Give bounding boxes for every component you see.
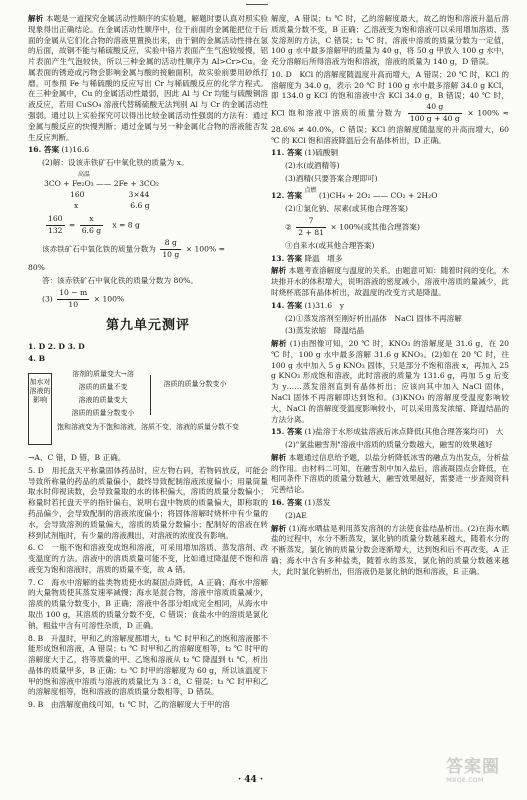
reaction-condition: 点燃 — [304, 186, 317, 194]
diagram-item: 溶剂的质量变大→溶 — [72, 370, 134, 379]
answer-text: × 100% ≈ 28.6% ≠ 40.0%，C 错误；KCl 的溶解度随温度的升高而增大，60 ℃ 的 KCl 饱和溶液降温后会有晶体析出，D 正确。 — [271, 108, 510, 145]
page-number: · 44 · — [238, 775, 264, 785]
numerator: x — [80, 214, 103, 226]
q8-explanation: 8. B 升温时，甲和乙的溶解度都增大，t₁ ℃ 时甲和乙的饱和溶液都不能形成饱和溶液，A 错误；t₁ ℃ 时甲和乙的溶解度相等，t₂ ℃ 时甲的溶解度大于乙，将等质量的甲、乙饱和溶液从 t₂ ℃ 降温到 t₁ ℃，析出晶体的质量甲多，B 正确；t₂ ℃ 时甲的溶解度为 60 g，所以该温度下甲的饱和溶液中溶质与溶液的质量比为 3∶8，C 错误；t₁ ℃ 时甲和乙的溶解度相等，饱和溶液的溶质质量分数相等，D 错误。 — [28, 633, 268, 697]
answer-part: (2)①氯化钠、尿素(或其他合理答案) — [285, 203, 408, 213]
diagram-bracket — [51, 381, 52, 437]
top-rule — [246, 4, 268, 5]
unit-title: 第九单元测评 — [105, 318, 190, 334]
numerator: 8 g — [160, 238, 181, 250]
diagram-item: 溶质的质量分数变小 — [71, 409, 135, 418]
denominator: 10 g — [162, 250, 180, 260]
answer-part: (2)①蒸发溶剂至刚好析出晶体 NaCl 固体不再溶解 — [285, 313, 462, 323]
denominator: 10 — [68, 300, 79, 310]
answer-text: 答：该赤铁矿石中氧化铁的质量分数为 80%。 — [42, 275, 198, 285]
ratio-equation: $\frac{160}{132}$ = $\frac{x}{6.6 g}$ x = 8 g — [48, 213, 140, 235]
answer-text: × 100%(或其他合理答案) — [330, 222, 420, 232]
right-column — [271, 14, 509, 580]
q15-explanation — [271, 453, 509, 496]
known-mass: 6.6 g — [130, 201, 150, 211]
mass-fraction-line — [28, 238, 268, 261]
concept-diagram — [28, 367, 268, 449]
explanation-text: 本题考查溶解度与温度的关系。由题意可知：随着时间的变化，木块排开水的体积增大，说明溶液的密度减小，溶液中溶质的量减少，此时烧杯底部有晶体析出，故温度的改变方式是降温。 — [271, 266, 509, 297]
explanation-label: 解析 — [271, 266, 287, 276]
answer-text: 80% — [28, 262, 45, 272]
left-column — [28, 14, 268, 713]
mc-answers: 1. D 2. D 3. D — [28, 341, 85, 351]
answer-part: (3)酒精(只要答案合理即可) — [285, 173, 378, 183]
answer-part: (1)盐溶于水形成盐溶液后冰点降低(其他合理答案均可) 大 — [304, 427, 504, 437]
explanation-label: 解析 — [271, 452, 287, 462]
diagram-item: 饱和溶液变为不饱和溶液，溶质不变，溶液的质量分数不变 — [57, 423, 239, 432]
answer-text: 该赤铁矿石中氧化铁的质量分数为 — [42, 244, 156, 254]
answer-label: 16. 答案 — [28, 145, 60, 155]
answer-part: (2)水(或酒精等) — [285, 161, 340, 171]
explanation-text: 本题是一道探究金属活动性顺序的实验题，解题时要认真对照实验现象得出正确结论。在金属活动性顺序中，位于前面的金属能把位于后面的金属从它们化合物的溶液里置换出来，由于铜的金属活动性排在氢的后面，故铜不能与稀硫酸反应，实验中铬片表面产生气泡较缓慢，铝片表面产生气泡较快，所以三种金属的活动性顺序为 Al>Cr>Cu。金属表面的锈迹或污物会影响金属与酸的接触面积，故实验前要用砂纸打磨。可参照 Fe 与稀硫酸的反应写出 Cr 与稀硫酸反应的化学方程式。在三种金属中，Cu 的金属活动性最弱，因此 Al 与 Cr 均能与硫酸铜溶液反应，若用 CuSO₄ 溶液代替稀硫酸无法判别 Al 与 Cr 的金属活动性强弱。通过以上实验探究可以得出比较金属活动性强弱的方法有：通过金属与酸反应的快慢判断；通过金属与另一种金属化合物的溶液能否发生反应判断。 — [28, 14, 268, 142]
watermark-text: 答案圈 — [446, 757, 500, 777]
answer-label: 15. 答案 — [271, 427, 303, 437]
q14-answer — [271, 301, 509, 312]
equation-text: 3CO + Fe₂O₃ —— 2Fe + 3CO₂ — [44, 179, 160, 189]
answer-part: (1)31.6 y — [304, 300, 345, 310]
answer-part: (1)蒸发 — [304, 498, 331, 508]
watermark-subtext: MXQE.COM — [446, 777, 484, 784]
explanation-label: 解析 — [271, 523, 287, 533]
q13-answer — [271, 254, 509, 265]
answer-text: (3) — [42, 294, 53, 304]
answer-part: (2)"氯盐融雪剂"溶液中溶质的质量分数越大，融雪的效果越好 — [285, 440, 493, 450]
diagram-bracket — [150, 375, 151, 415]
explanation-label: 解析 — [28, 14, 44, 23]
numerator: 10 − m — [57, 288, 89, 300]
fraction — [408, 102, 462, 125]
answer-label: 12. 答案 — [271, 190, 303, 200]
explanation-text: 本题通过信息给予题，以盐分析降低冰雪的融点为出发点，分析盐的作用。由材料二可知，在融雪剂中加入盐后，溶液凝固点会降低，在相同条件下溶质的质量分数越大，融雪效果越好，需要进一步查阅资料完善结论。 — [271, 452, 509, 495]
fraction — [296, 216, 326, 239]
q10-explanation — [271, 70, 509, 146]
answer-part-3 — [28, 288, 268, 311]
reaction-condition: 高温 — [78, 170, 91, 178]
q9-explanation: 9. B 由溶解度曲线可知，t₁ ℃ 时，乙的溶解度大于甲的溶 — [28, 700, 230, 710]
q15-explanation — [28, 14, 268, 143]
chemical-equation — [28, 171, 268, 212]
answer-part — [271, 216, 509, 239]
denominator: 2 + 81 — [298, 228, 324, 238]
answer-part: (2)解：设该赤铁矿石中氧化铁的质量为 x。 — [42, 158, 189, 168]
answer-text: 10. D KCl 的溶解度随温度升高而增大，A 错误；20 ℃ 时，KCl 的溶解度为 34.0 g，表示 20 ℃ 时 100 g 水中最多溶解 34.0 g KCl，即 134.0 g KCl 的饱和溶液中含 KCl 34.0 g，B 错误；40 ℃ 时，KCl 饱和溶液中溶质的质量分数为 — [271, 69, 509, 118]
answer-label: 14. 答案 — [271, 300, 303, 310]
q7-explanation: 7. C 海水中溶解的盐类物质使水的凝固点降低，A 正确；海水中溶解的大量物质使其蒸发速率减慢；海水是混合物，溶液中溶质质量减少，溶质的质量分数变小，B 正确；溶液中各部分组成完全相同，从海水中取出 100 g，其溶质的质量分数不变，C 错误；食盐水中的溶质是氯化钠，粗盐中含有可溶性杂质，D 正确。 — [28, 577, 268, 630]
answer-text: × 100% — [93, 294, 125, 304]
answer-part: ③自来水(或其他合理答案) — [285, 240, 375, 250]
explanation-text: (1)由图像可知，20 ℃ 时，KNO₃ 的溶解度是 31.6 g，在 20 ℃ 时，100 g 水中最多溶解 31.6 g KNO₃。(2)如在 20 ℃ 时，往 100 g 水中加入 5 g KNO₃ 固体，只是部分不饱和溶液 x，再加入 25 g KNO₃ 形成饱和溶液，此时溶液的质量为 131.6 g，再加 5 g 后变为 y……蒸发溶剂直到有晶体析出；应该向其中加入 NaCl 固体，NaCl 固体不再溶解即达到饱和。(3)KNO₃ 的溶解度受温度影响较大，NaCl 的溶解度受温度影响较小，可以采用蒸发浓缩、降温结晶的方法分离。 — [271, 339, 509, 424]
denominator: 100 g + 40 g — [409, 114, 460, 124]
answer-part: (2)AE — [285, 510, 307, 520]
numerator: 7 — [296, 216, 326, 228]
q11-answer — [271, 148, 509, 159]
answer-part: (1)16.6 — [61, 145, 90, 155]
answer-part: (1)硫酸铜 — [304, 148, 339, 158]
q14-explanation — [271, 339, 509, 425]
diagram-item: 溶液的质量变大 — [78, 396, 128, 405]
q16-answer — [271, 498, 509, 509]
q13-explanation — [271, 266, 509, 298]
watermark-logo — [446, 757, 518, 788]
fraction — [80, 214, 103, 237]
numerator: 160 — [46, 214, 65, 226]
answer-label: 16. 答案 — [271, 498, 303, 508]
q4-explanation: →A、C 错，D 错，B 正确。 — [28, 453, 126, 463]
diagram-item: 溶质的质量不变 — [78, 383, 128, 392]
fraction — [160, 238, 181, 261]
result: x = 8 g — [112, 220, 140, 230]
denominator: 132 — [48, 225, 63, 235]
fraction — [46, 214, 65, 237]
answer-label: 13. 答案 — [271, 253, 303, 263]
answer-label: 11. 答案 — [271, 148, 303, 158]
diagram-item: 溶质的质量分数变小 — [163, 380, 227, 389]
answer-part: (1)CH₄ + 2O₂ —— CO₂ + 2H₂O — [318, 190, 438, 200]
unknown-mass: x — [74, 201, 79, 211]
q5-explanation: 5. D 用托盘天平称量固体药品时，应左物右码，若物码放反，可能会导致所称量的药品的质量偏小，最终导致配制溶液浓度偏小；用量筒量取水时仰视读数，会导致量取的水的体积偏大，溶质的质量分数偏小；称量时若托盘天平的指针偏右，说明右盘中物质的质量偏大，即称取的药品偏少，会导致配制的溶液浓度偏小；将固体溶解时烧杯中有少量的水，会导致溶剂的质量偏大，溶质的质量分数偏小；配制好的溶液在转移到试剂瓶时，有少量的溶液溅出，对溶液的浓度没有影响。 — [28, 465, 268, 540]
q12-answer — [271, 187, 509, 202]
explanation-text: (1)海水晒盐是利用蒸发溶剂的方法使食盐结晶析出。(2)在海水晒盐的过程中，水分不断蒸发，氯化钠的质量分数越来越大，随着水分的不断蒸发，氯化钠的质量分数会逐渐增大，达到饱和后不再改变，A 正确；海水中含有多种盐类，随着水的蒸发，氯化钠的质量分数越来越大，此时氯化钠析出，但溶液仍是氯化钠的饱和溶液，E 正确。 — [271, 523, 510, 576]
denominator: 6.6 g — [81, 225, 102, 235]
answer-text: ② — [285, 222, 292, 232]
q6-explanation: 6. C 一瓶不饱和溶液变成饱和溶液，可采用增加溶质、蒸发溶剂、改变温度的方法。溶液中的溶质质量可能不变，比如通过降温使不饱和溶液变为饱和溶液时，溶质的质量不变，故 A 错。 — [28, 543, 268, 574]
molar-mass: 3×44 — [128, 190, 150, 200]
explanation-label: 解析 — [271, 339, 287, 349]
answer-text: × 100% = — [185, 244, 225, 254]
numerator: 40 g — [408, 102, 462, 114]
q16-explanation — [271, 524, 509, 578]
q16-answer — [28, 145, 268, 156]
molar-mass: 160 — [70, 190, 85, 200]
answer-part: 降温 增多 — [304, 253, 343, 263]
q15-answer — [271, 427, 509, 438]
q9-continued: 解度，A 错误；t₁ ℃ 时，乙的溶解度最大，故乙的饱和溶液升温后溶质质量分数不变，B 正确；乙溶液变为饱和溶液可以采用增加溶质、蒸发溶剂的方法，C 错误；t₂ ℃ 时，溶液中溶质的质量分数为一定值，100 g 水中最多溶解甲的质量为 40 g，将 50 g 甲放入 100 g 水中，充分溶解后所得溶液为饱和溶液，溶液的质量为 140 g，D 错误。 — [271, 14, 509, 67]
answer-part: (3)蒸发浓缩 降温结晶 — [285, 326, 365, 336]
fraction — [57, 288, 89, 311]
diagram-root: 加水对溶液的影响 — [28, 373, 52, 445]
q4-answer: 4. B — [28, 354, 45, 364]
